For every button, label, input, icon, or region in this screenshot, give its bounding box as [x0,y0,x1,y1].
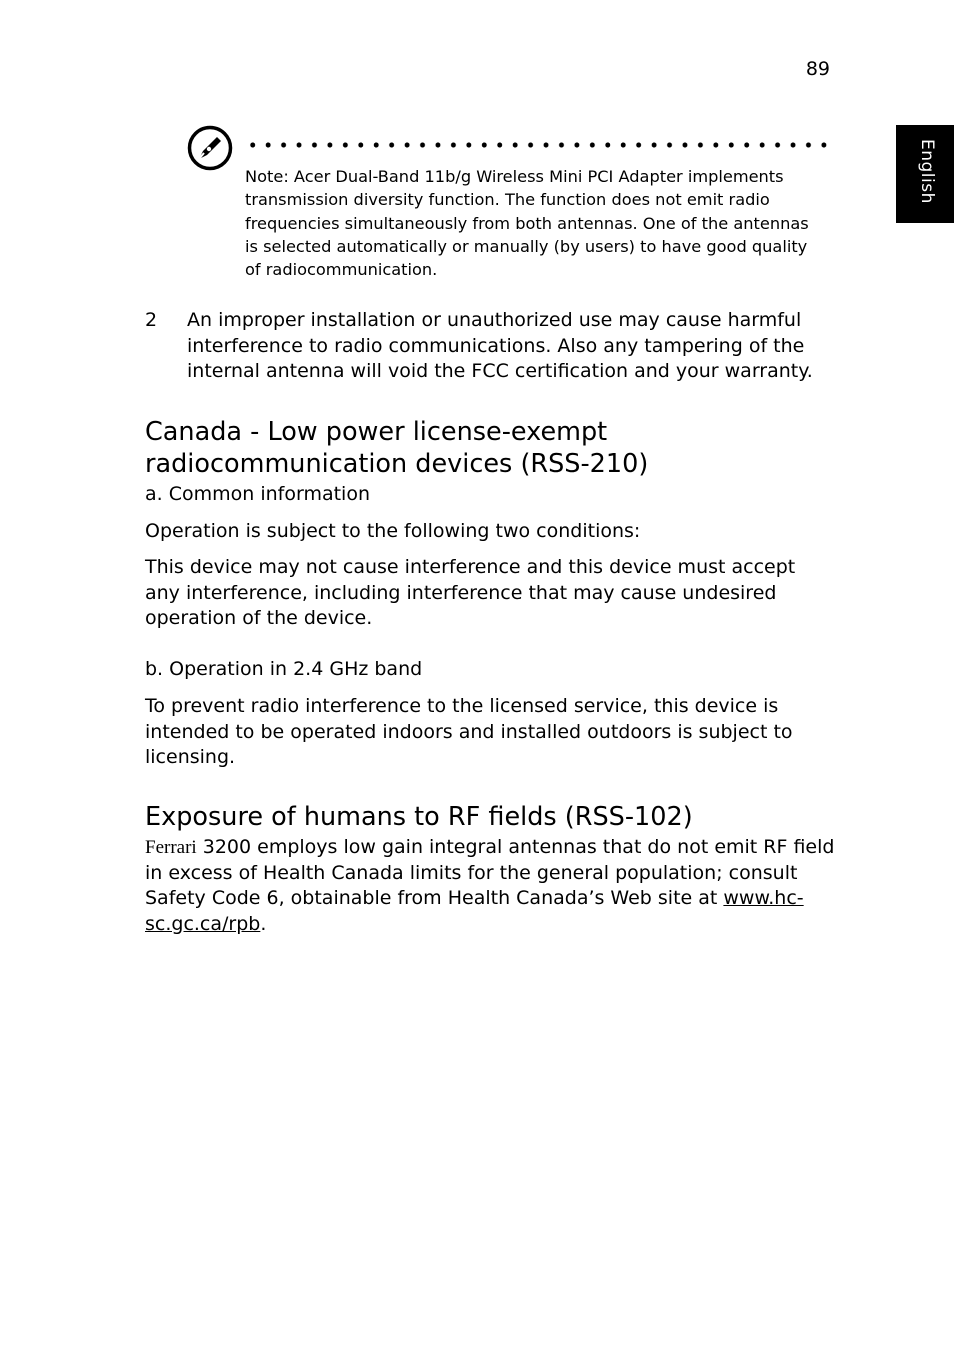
health-canada-link[interactable]: www.hc-sc.gc.ca/rpb [145,887,804,935]
interference-paragraph: This device may not cause interference and this device must accept any interference, including interference that may cause undesired operation of the device. [145,556,796,630]
language-tab-label: English [917,139,937,204]
licensing-paragraph: To prevent radio interference to the licensed service, this device is intended to be operated indoors and installed outdoors is subject to licensing. [145,695,793,769]
list-number: 2 [145,309,158,331]
note-text [245,165,825,281]
list-text: An improper installation or unauthorized use may cause harmful interference to radio communications. Also any tampering of the internal antenna will void the FCC certification and your warranty. [187,309,813,383]
model-name: Ferrari [145,837,197,858]
page-number: 89 [805,58,830,80]
note-divider [245,142,831,148]
exposure-heading: Exposure of humans to RF fields (RSS-102) [145,802,693,832]
language-tab [896,125,954,223]
canada-heading: Canada - Low power license-exempt radiocommunication devices (RSS-210) [145,417,649,479]
conditions-paragraph: Operation is subject to the following two conditions: [145,520,641,542]
common-info-subheading: a. Common information [145,483,370,505]
exposure-paragraph [145,835,835,937]
note-pen-icon [187,125,233,171]
note-label: Note [245,167,284,186]
band-subheading: b. Operation in 2.4 GHz band [145,658,423,680]
exposure-text: 3200 employs low gain integral antennas that do not emit RF field in excess of Health Canada limits for the general population; consult Safety Code 6, obtainable from Health Canada’s Web site at [145,836,835,910]
exposure-end: . [260,912,267,935]
note-body: : Acer Dual-Band 11b/g Wireless Mini PCI Adapter implements transmission diversity function. The function does not emit radio frequencies simultaneously from both antennas. One of the antennas is selected automatically or manually (by users) to have good quality of radiocommunication. [245,167,809,280]
